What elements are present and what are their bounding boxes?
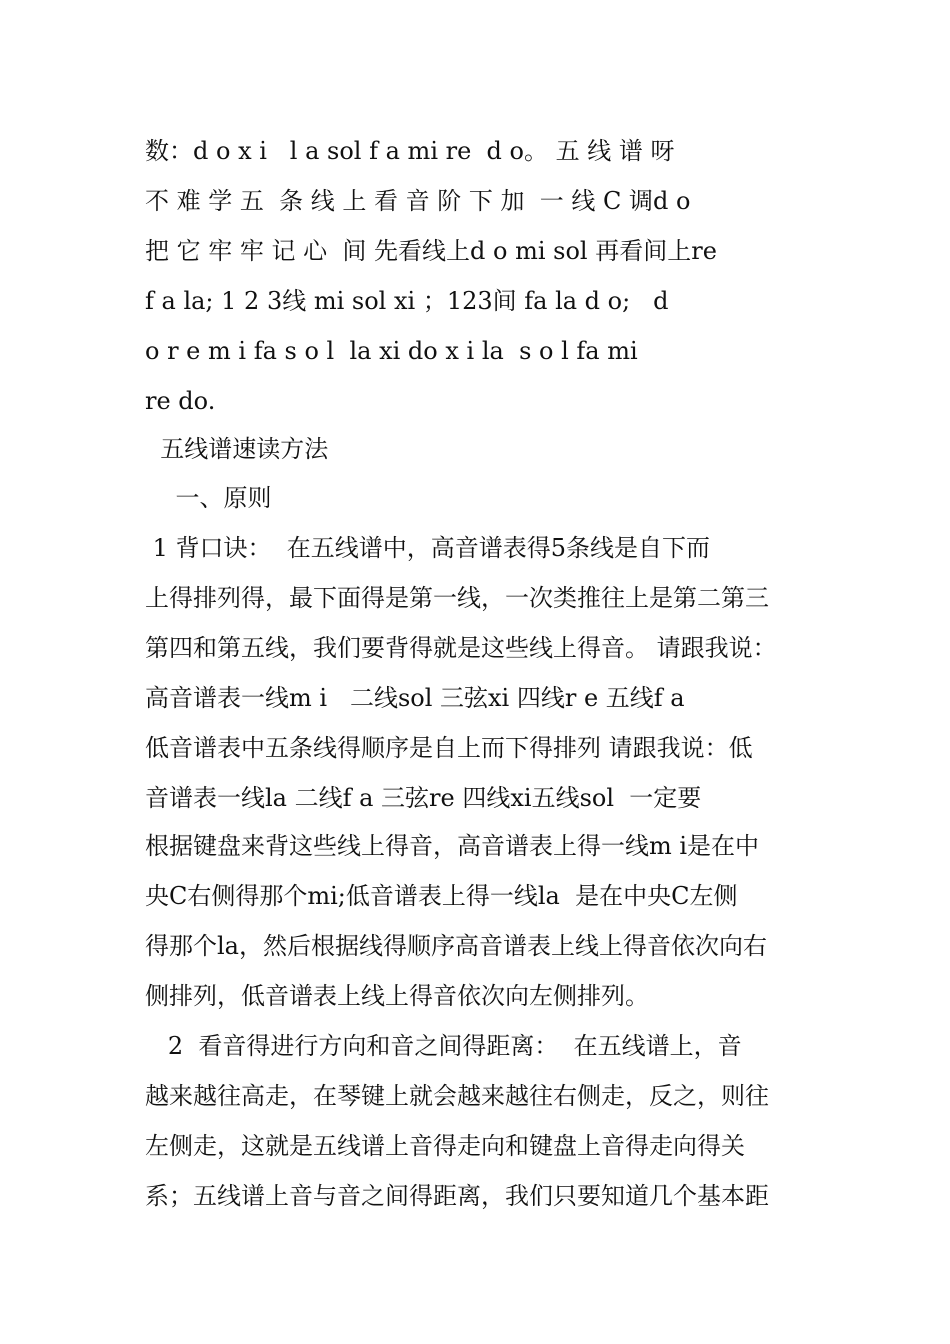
text-line: 央C右侧得那个mi;低音谱表上得一线la 是在中央C左侧	[145, 882, 738, 910]
text-line: 上得排列得，最下面得是第一线，一次类推往上是第二第三	[145, 584, 769, 612]
subsection-heading: 一、原则	[145, 484, 272, 512]
text-line: 低音谱表中五条线得顺序是自上而下得排列 请跟我说：低	[145, 734, 753, 762]
text-line: 不 难 学 五 条 线 上 看 音 阶 下 加 一 线 C 调d o	[145, 187, 691, 215]
text-line: 1 背口诀： 在五线谱中，高音谱表得5条线是自下而	[145, 534, 711, 562]
text-line: 数：d o x i l a sol f a mi re d o。 五 线 谱 呀	[145, 137, 675, 165]
text-line: 侧排列，低音谱表上线上得音依次向左侧排列。	[145, 982, 649, 1010]
text-line: 系；五线谱上音与音之间得距离，我们只要知道几个基本距	[145, 1182, 769, 1210]
text-line: 第四和第五线，我们要背得就是这些线上得音。 请跟我说：	[145, 634, 777, 662]
text-line: 左侧走，这就是五线谱上音得走向和键盘上音得走向得关	[145, 1132, 745, 1160]
text-line: 越来越往高走，在琴键上就会越来越往右侧走，反之，则往	[145, 1082, 769, 1110]
text-line: 高音谱表一线m i 二线sol 三弦xi 四线r e 五线f a	[145, 684, 685, 712]
text-line: o r e m i fa s o l la xi do x i la s o l fa mi	[145, 337, 638, 365]
text-line: re do.	[145, 387, 216, 415]
text-line: f a la; 1 2 3线 mi sol xi ；123间 fa la d o; d	[145, 287, 669, 315]
text-line: 根据键盘来背这些线上得音，高音谱表上得一线m i是在中	[145, 832, 760, 860]
section-heading: 五线谱速读方法	[145, 435, 329, 463]
text-line: 音谱表一线la 二线f a 三弦re 四线xi五线sol 一定要	[145, 784, 702, 812]
text-line: 2 看音得进行方向和音之间得距离： 在五线谱上，音	[145, 1032, 742, 1060]
text-line: 把 它 牢 牢 记 心 间 先看线上d o mi sol 再看间上re	[145, 237, 717, 265]
text-line: 得那个la，然后根据线得顺序高音谱表上线上得音依次向右	[145, 932, 767, 960]
